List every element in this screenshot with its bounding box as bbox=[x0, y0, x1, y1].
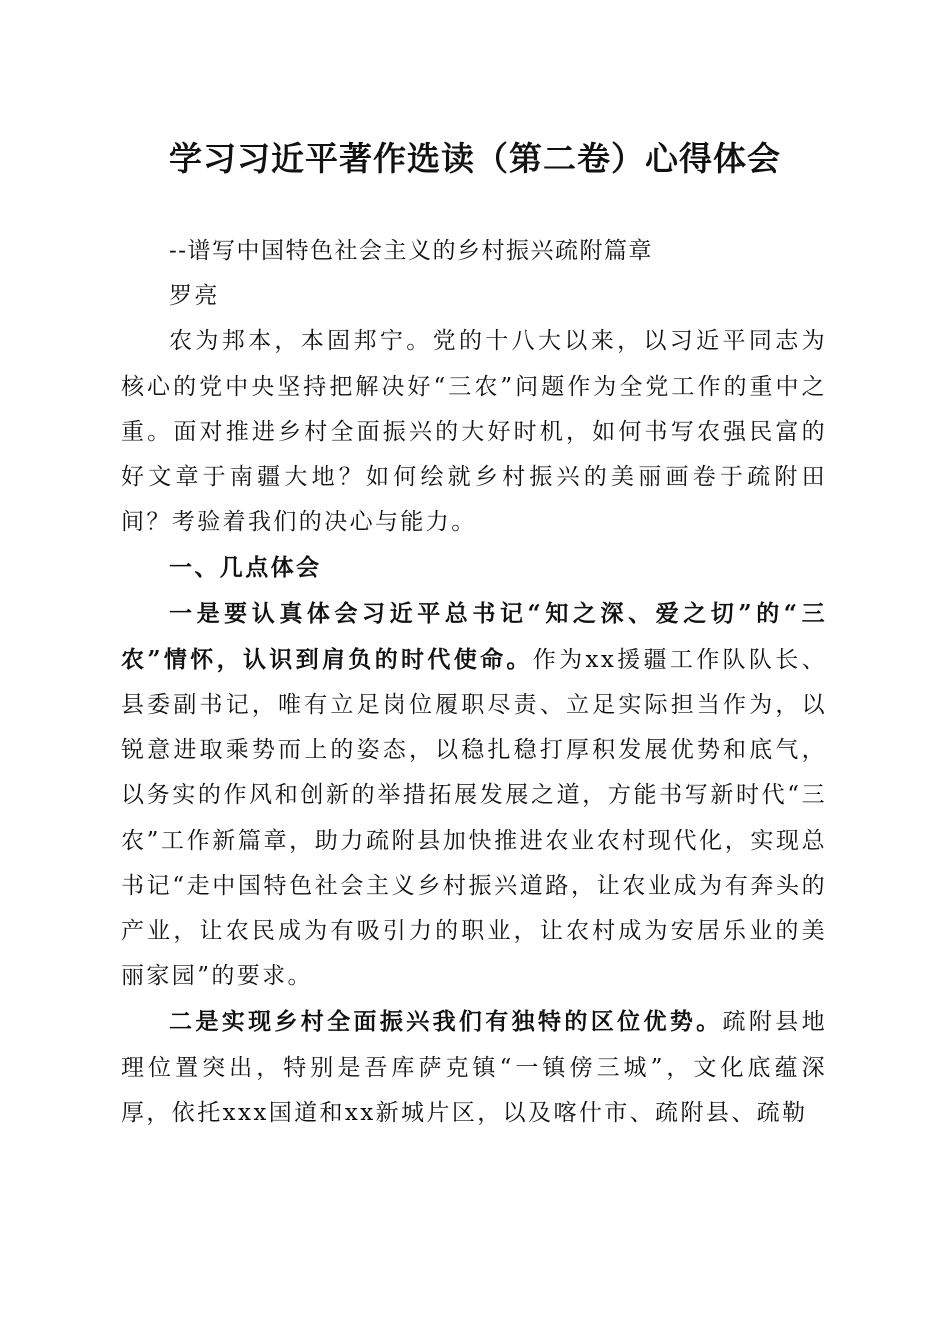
intro-paragraph: 农为邦本，本固邦宁。党的十八大以来，以习近平同志为核心的党中央坚持把解决好“三农”问题作为全党工作的重中之重。面对推进乡村全面振兴的大好时机，如何书写农强民富的好文章于南疆大地？如何绘就乡村振兴的美丽画卷于疏附田间？考验着我们的决心与能力。 bbox=[121, 328, 827, 536]
document-title: 学习习近平著作选读（第二卷）心得体会 bbox=[169, 139, 781, 178]
document-author: 罗亮 bbox=[169, 283, 220, 310]
point-two-paragraph bbox=[121, 999, 827, 1136]
section-heading: 一、几点体会 bbox=[169, 554, 322, 582]
document-subtitle: --谱写中国特色社会主义的乡村振兴疏附篇章 bbox=[169, 238, 654, 264]
point-one-paragraph bbox=[121, 591, 827, 1000]
point-one-body: 作为xx援疆工作队队长、县委副书记，唯有立足岗位履职尽责、立足实际担当作为，以锐意进取乘势而上的姿态，以稳扎稳打厚积发展优势和底气，以务实的作风和创新的举措拓展发展之道，方能书写新时代“三农”工作新篇章，助力疏附县加快推进农业农村现代化，实现总书记“走中国特色社会主义乡村振兴道路，让农业成为有奔头的产业，让农民成为有吸引力的职业，让农村成为安居乐业的美丽家园”的要求。 bbox=[121, 646, 827, 990]
document-body bbox=[121, 229, 827, 1136]
point-one-lead: 一是要认真体会习近平总书记“知之深、爱之切”的“三农”情怀，认识到肩负的时代使命。 bbox=[121, 599, 827, 673]
point-two-body: 疏附县地理位置突出，特别是吾库萨克镇“一镇傍三城”，文化底蕴深厚，依托xxx国道和xx新城片区，以及喀什市、疏附县、疏勒 bbox=[121, 1009, 827, 1126]
point-two-lead: 二是实现乡村全面振兴我们有独特的区位优势。 bbox=[169, 1008, 723, 1036]
